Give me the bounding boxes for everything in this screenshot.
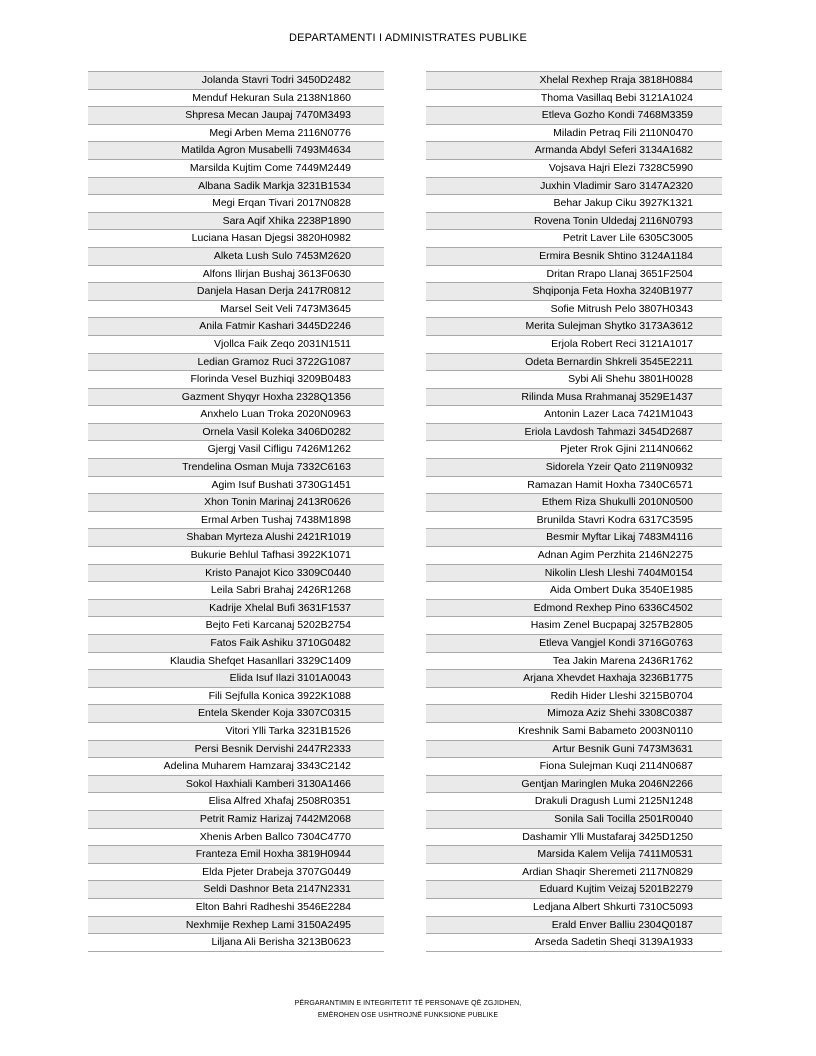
list-item: Bukurie Behlul Tafhasi 3922K1071	[88, 547, 384, 565]
footer-line-2: EMËROHEN OSE USHTROJNË FUNKSIONE PUBLIKE	[317, 1012, 499, 1019]
list-item: Gazment Shyqyr Hoxha 2328Q1356	[88, 389, 384, 407]
list-item: Bejto Feti Karcanaj 5202B2754	[88, 617, 384, 635]
list-item: Odeta Bernardin Shkreli 3545E2211	[426, 354, 722, 372]
list-item: Etleva Gozho Kondi 7468M3359	[426, 107, 722, 125]
list-item: Jolanda Stavri Todri 3450D2482	[88, 72, 384, 90]
list-item: Pjeter Rrok Gjini 2114N0662	[426, 441, 722, 459]
list-item: Luciana Hasan Djegsi 3820H0982	[88, 230, 384, 248]
list-item: Dritan Rrapo Llanaj 3651F2504	[426, 266, 722, 284]
list-item: Liljana Ali Berisha 3213B0623	[88, 934, 384, 952]
list-item: Thoma Vasillaq Bebi 3121A1024	[426, 90, 722, 108]
list-item: Sara Aqif Xhika 2238P1890	[88, 213, 384, 231]
list-item: Elda Pjeter Drabeja 3707G0449	[88, 864, 384, 882]
list-item: Ermira Besnik Shtino 3124A1184	[426, 248, 722, 266]
list-item: Ornela Vasil Koleka 3406D0282	[88, 424, 384, 442]
list-item: Erjola Robert Reci 3121A1017	[426, 336, 722, 354]
list-item: Fili Sejfulla Konica 3922K1088	[88, 688, 384, 706]
list-item: Trendelina Osman Muja 7332C6163	[88, 459, 384, 477]
list-item: Marsilda Kujtim Come 7449M2449	[88, 160, 384, 178]
list-item: Elisa Alfred Xhafaj 2508R0351	[88, 793, 384, 811]
list-item: Armanda Abdyl Seferi 3134A1682	[426, 142, 722, 160]
list-item: Entela Skender Koja 3307C0315	[88, 705, 384, 723]
list-item: Seldi Dashnor Beta 2147N2331	[88, 881, 384, 899]
list-item: Marsel Seit Veli 7473M3645	[88, 301, 384, 319]
list-item: Agim Isuf Bushati 3730G1451	[88, 477, 384, 495]
left-column	[88, 71, 384, 952]
list-item: Sybi Ali Shehu 3801H0028	[426, 371, 722, 389]
list-item: Xhon Tonin Marinaj 2413R0626	[88, 494, 384, 512]
list-item: Nikolin Llesh Lleshi 7404M0154	[426, 565, 722, 583]
list-item: Matilda Agron Musabelli 7493M4634	[88, 142, 384, 160]
list-item: Eduard Kujtim Veizaj 5201B2279	[426, 881, 722, 899]
list-item: Rilinda Musa Rrahmanaj 3529E1437	[426, 389, 722, 407]
list-item: Vojsava Hajri Elezi 7328C5990	[426, 160, 722, 178]
list-item: Rovena Tonin Uldedaj 2116N0793	[426, 213, 722, 231]
list-item: Ermal Arben Tushaj 7438M1898	[88, 512, 384, 530]
list-item: Tea Jakin Marena 2436R1762	[426, 653, 722, 671]
list-item: Juxhin Vladimir Saro 3147A2320	[426, 178, 722, 196]
list-item: Xhelal Rexhep Rraja 3818H0884	[426, 72, 722, 90]
list-item: Ledjana Albert Shkurti 7310C5093	[426, 899, 722, 917]
list-item: Sokol Haxhiali Kamberi 3130A1466	[88, 776, 384, 794]
list-item: Alketa Lush Sulo 7453M2620	[88, 248, 384, 266]
list-item: Vjollca Faik Zeqo 2031N1511	[88, 336, 384, 354]
list-item: Arseda Sadetin Sheqi 3139A1933	[426, 934, 722, 952]
list-item: Danjela Hasan Derja 2417R0812	[88, 283, 384, 301]
list-item: Ardian Shaqir Sheremeti 2117N0829	[426, 864, 722, 882]
list-item: Megi Arben Mema 2116N0776	[88, 125, 384, 143]
list-item: Sofie Mitrush Pelo 3807H0343	[426, 301, 722, 319]
list-item: Megi Erqan Tivari 2017N0828	[88, 195, 384, 213]
list-item: Erald Enver Balliu 2304Q0187	[426, 917, 722, 935]
list-item: Gentjan Maringlen Muka 2046N2266	[426, 776, 722, 794]
list-item: Dashamir Ylli Mustafaraj 3425D1250	[426, 829, 722, 847]
list-item: Aida Ombert Duka 3540E1985	[426, 582, 722, 600]
list-item: Fiona Sulejman Kuqi 2114N0687	[426, 758, 722, 776]
list-item: Kreshnik Sami Babameto 2003N0110	[426, 723, 722, 741]
list-item: Mimoza Aziz Shehi 3308C0387	[426, 705, 722, 723]
list-item: Elida Isuf Ilazi 3101A0043	[88, 670, 384, 688]
list-item: Leila Sabri Brahaj 2426R1268	[88, 582, 384, 600]
list-item: Adnan Agim Perzhita 2146N2275	[426, 547, 722, 565]
list-item: Petrit Ramiz Harizaj 7442M2068	[88, 811, 384, 829]
list-item: Etleva Vangjel Kondi 3716G0763	[426, 635, 722, 653]
list-item: Merita Sulejman Shytko 3173A3612	[426, 318, 722, 336]
list-item: Franteza Emil Hoxha 3819H0944	[88, 846, 384, 864]
list-item: Nexhmije Rexhep Lami 3150A2495	[88, 917, 384, 935]
list-item: Drakuli Dragush Lumi 2125N1248	[426, 793, 722, 811]
list-item: Besmir Myftar Likaj 7483M4116	[426, 529, 722, 547]
list-item: Alfons Ilirjan Bushaj 3613F0630	[88, 266, 384, 284]
list-item: Anila Fatmir Kashari 3445D2246	[88, 318, 384, 336]
list-item: Eriola Lavdosh Tahmazi 3454D2687	[426, 424, 722, 442]
list-item: Shpresa Mecan Jaupaj 7470M3493	[88, 107, 384, 125]
list-item: Ethem Riza Shukulli 2010N0500	[426, 494, 722, 512]
list-item: Vitori Ylli Tarka 3231B1526	[88, 723, 384, 741]
list-item: Fatos Faik Ashiku 3710G0482	[88, 635, 384, 653]
list-item: Sidorela Yzeir Qato 2119N0932	[426, 459, 722, 477]
list-item: Shqiponja Feta Hoxha 3240B1977	[426, 283, 722, 301]
list-item: Redih Hider Lleshi 3215B0704	[426, 688, 722, 706]
list-item: Petrit Laver Lile 6305C3005	[426, 230, 722, 248]
list-item: Miladin Petraq Fili 2110N0470	[426, 125, 722, 143]
list-item: Florinda Vesel Buzhiqi 3209B0483	[88, 371, 384, 389]
list-item: Gjergj Vasil Cifligu 7426M1262	[88, 441, 384, 459]
list-item: Sonila Sali Tocilla 2501R0040	[426, 811, 722, 829]
list-item: Anxhelo Luan Troka 2020N0963	[88, 406, 384, 424]
list-item: Adelina Muharem Hamzaraj 3343C2142	[88, 758, 384, 776]
list-item: Ledian Gramoz Ruci 3722G1087	[88, 354, 384, 372]
list-item: Edmond Rexhep Pino 6336C4502	[426, 600, 722, 618]
page-title: DEPARTAMENTI I ADMINISTRATES PUBLIKE	[288, 32, 528, 44]
list-item: Elton Bahri Radheshi 3546E2284	[88, 899, 384, 917]
list-item: Marsida Kalem Velija 7411M0531	[426, 846, 722, 864]
list-item: Shaban Myrteza Alushi 2421R1019	[88, 529, 384, 547]
list-item: Menduf Hekuran Sula 2138N1860	[88, 90, 384, 108]
list-item: Persi Besnik Dervishi 2447R2333	[88, 741, 384, 759]
list-item: Brunilda Stavri Kodra 6317C3595	[426, 512, 722, 530]
footer-line-1: PËRGARANTIMIN E INTEGRITETIT TË PERSONAVE QË ZGJIDHEN,	[294, 1000, 522, 1007]
page-footer	[0, 998, 816, 1022]
list-item: Albana Sadik Markja 3231B1534	[88, 178, 384, 196]
list-item: Hasim Zenel Bucpapaj 3257B2805	[426, 617, 722, 635]
list-item: Antonin Lazer Laca 7421M1043	[426, 406, 722, 424]
right-column	[426, 71, 722, 952]
list-item: Klaudia Shefqet Hasanllari 3329C1409	[88, 653, 384, 671]
list-item: Arjana Xhevdet Haxhaja 3236B1775	[426, 670, 722, 688]
list-item: Xhenis Arben Ballco 7304C4770	[88, 829, 384, 847]
list-item: Kristo Panajot Kico 3309C0440	[88, 565, 384, 583]
list-item: Ramazan Hamit Hoxha 7340C6571	[426, 477, 722, 495]
list-item: Kadrije Xhelal Bufi 3631F1537	[88, 600, 384, 618]
list-item: Behar Jakup Ciku 3927K1321	[426, 195, 722, 213]
list-item: Artur Besnik Guni 7473M3631	[426, 741, 722, 759]
